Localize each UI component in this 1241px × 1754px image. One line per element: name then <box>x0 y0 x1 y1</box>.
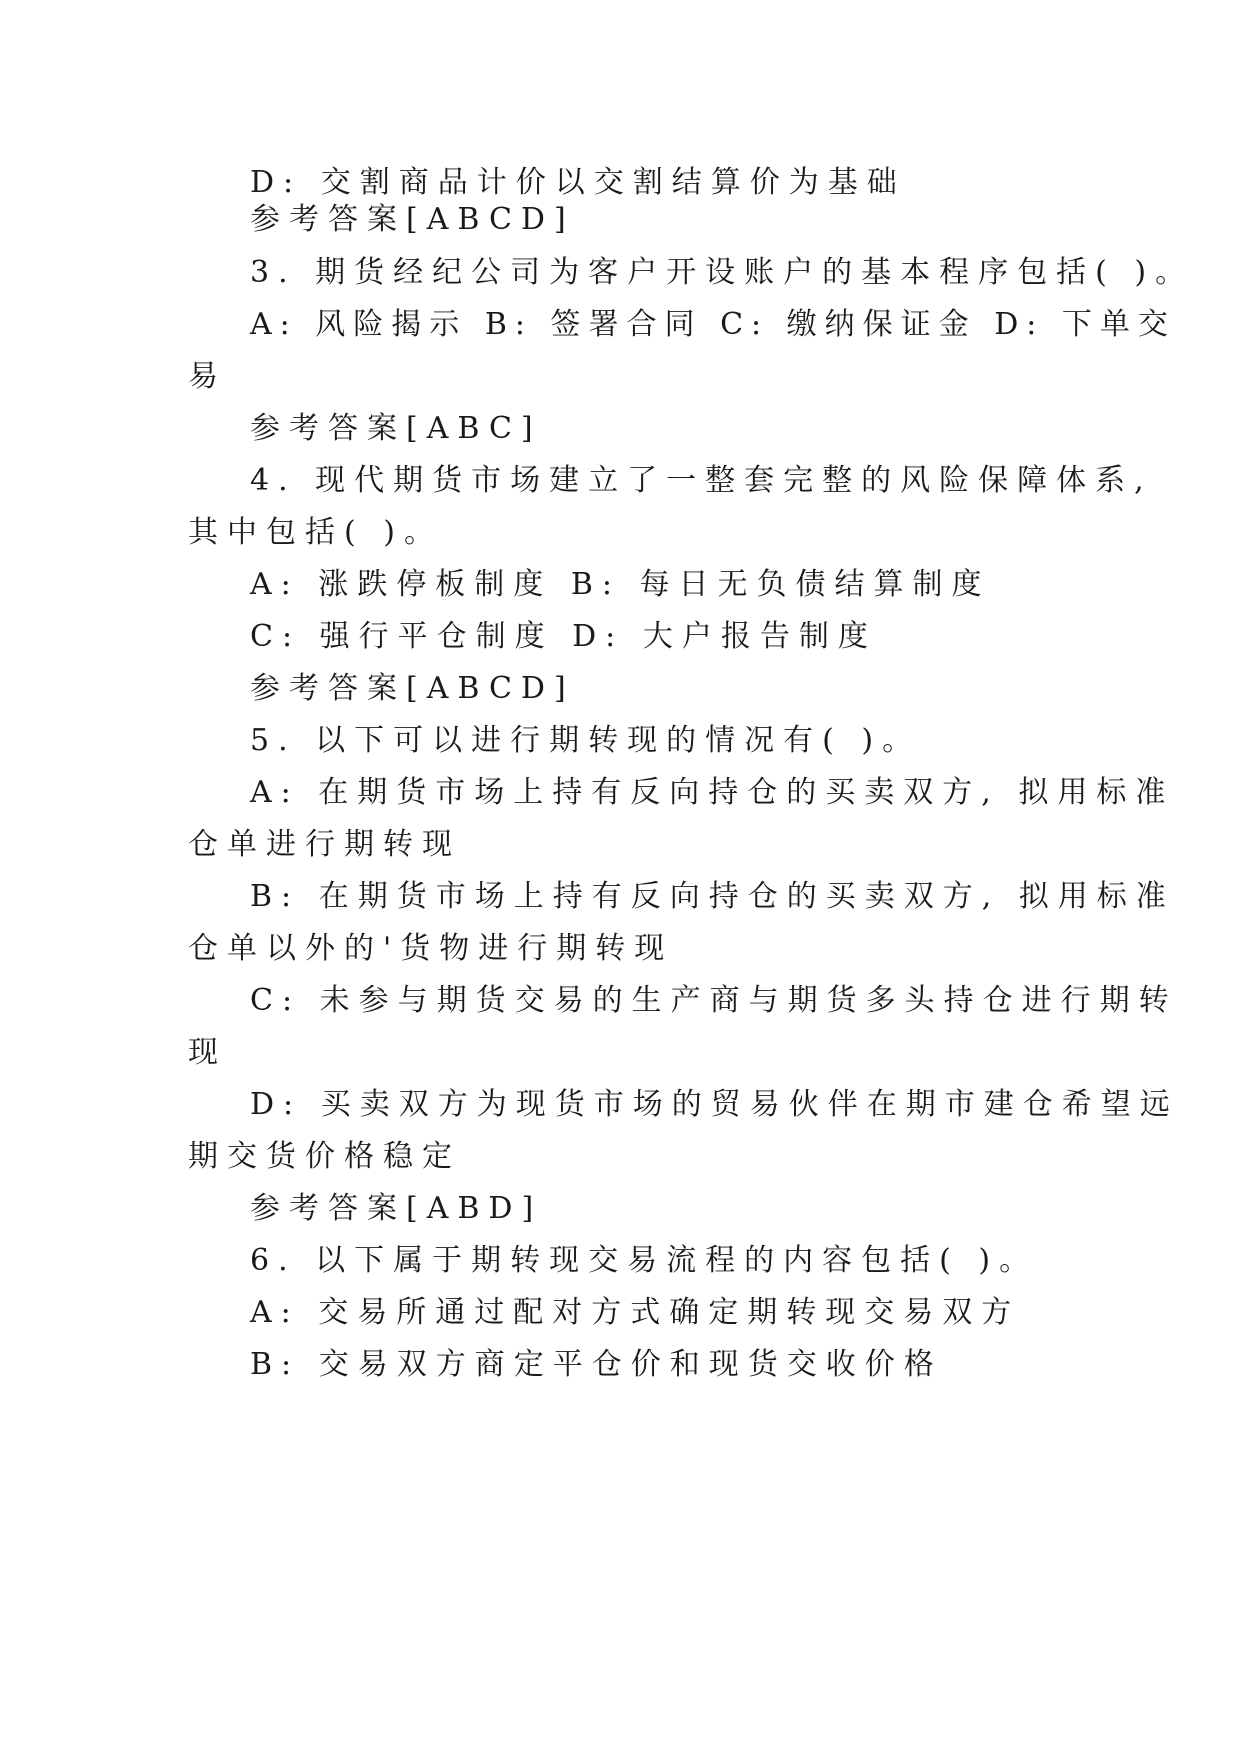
question-line: 6. 以下属于期转现交易流程的内容包括( )。 <box>250 1243 1039 1278</box>
answer-line: 参考答案[ABC] <box>250 411 542 446</box>
option-line: B: 交易双方商定平仓价和现货交收价格 <box>250 1347 943 1382</box>
continuation-line: 期交货价格稳定 <box>188 1139 461 1174</box>
option-line: C: 强行平仓制度 D: 大户报告制度 <box>250 619 877 654</box>
option-line: C: 未参与期货交易的生产商与期货多头持仓进行期转 <box>250 983 1178 1018</box>
option-line: B: 在期货市场上持有反向持仓的买卖双方, 拟用标准 <box>250 879 1175 914</box>
question-line: 3. 期货经纪公司为客户开设账户的基本程序包括( )。 <box>250 255 1195 290</box>
question-line: 5. 以下可以进行期转现的情况有( )。 <box>250 723 922 758</box>
option-line: D: 买卖双方为现货市场的贸易伙伴在期市建仓希望远 <box>250 1087 1179 1122</box>
answer-line: 参考答案[ABD] <box>250 1191 543 1226</box>
option-line: A: 交易所通过配对方式确定期转现交易双方 <box>250 1295 1021 1330</box>
answer-line: 参考答案[ABCD] <box>250 671 575 706</box>
answer-line: 参考答案[ABCD] <box>250 202 575 237</box>
continuation-line: 仓单进行期转现 <box>188 827 461 862</box>
continuation-line: 易 <box>188 359 227 394</box>
option-line: A: 在期货市场上持有反向持仓的买卖双方, 拟用标准 <box>250 775 1175 810</box>
continuation-line: 其中包括( )。 <box>188 515 443 550</box>
continuation-line: 仓单以外的'货物进行期转现 <box>188 931 674 966</box>
question-line: 4. 现代期货市场建立了一整套完整的风险保障体系, <box>250 463 1153 498</box>
option-line: D: 交割商品计价以交割结算价为基础 <box>250 165 906 200</box>
option-line: A: 风险揭示 B: 签署合同 C: 缴纳保证金 D: 下单交 <box>250 307 1176 342</box>
continuation-line: 现 <box>188 1035 227 1070</box>
option-line: A: 涨跌停板制度 B: 每日无负债结算制度 <box>250 567 991 602</box>
